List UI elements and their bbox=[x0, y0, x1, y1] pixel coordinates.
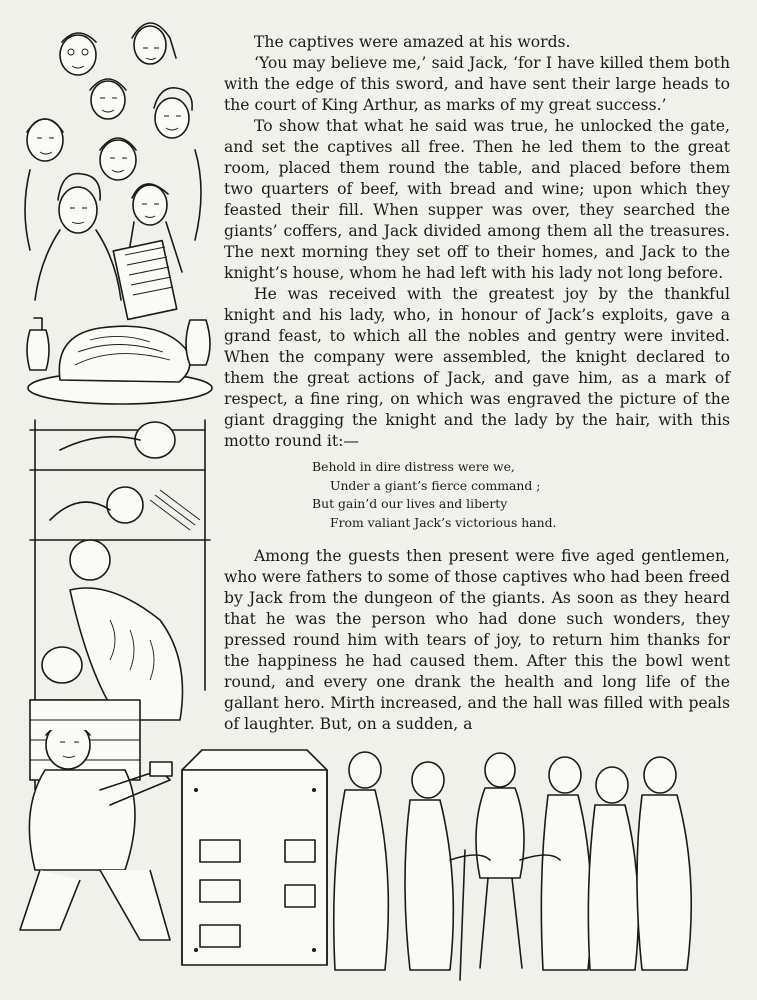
five-gentlemen-and-jack bbox=[334, 752, 691, 980]
verse-line: Behold in dire distress were we, bbox=[312, 459, 515, 474]
verse-line: Under a giant’s fierce command ; bbox=[330, 477, 541, 493]
story-text bbox=[224, 32, 730, 735]
feast-platter bbox=[27, 318, 212, 404]
verse-line: But gain’d our lives and liberty bbox=[312, 496, 508, 511]
captive-faces bbox=[25, 23, 201, 319]
paragraph: The captives were amazed at his words. bbox=[254, 33, 571, 51]
captives-illustration bbox=[0, 0, 225, 790]
verse-line: From valiant Jack’s victorious hand. bbox=[330, 514, 557, 530]
kneeling-jack bbox=[20, 730, 172, 940]
ring-motto-verse bbox=[312, 458, 730, 532]
paragraph: Among the guests then present were five aged gentlemen, who were fathers to some of those captives who had been freed by Jack from the dungeon of the giants. As soon as they heard that he was the person who had done such wonders, they pressed round him with tears of joy, to return him thanks for the happiness he had caused them. After this the bowl went round, and every one drank the health and long life of the gallant hero. Mirth increased, and the hall was filled with peals of laughter. But, on a sudden, a bbox=[224, 547, 730, 733]
paragraph: To show that what he said was true, he unlocked the gate, and set the captives all free. Then he led them to the great room, placed them round the table, and placed before them two quarters of beef, with bread and wine; upon which they feasted their fill. When supper was over, they searched the giants’ coffers, and Jack divided among them all the treasures. The next morning they set off to their homes, and Jack to the knight’s house, whom he had left with his lady not long before. bbox=[224, 117, 730, 282]
bottom-illustration bbox=[0, 730, 757, 1000]
paragraph: He was received with the greatest joy by the thankful knight and his lady, who, in honour of Jack’s exploits, gave a grand feast, to which all the nobles and gentry were invited. When the company were assembled, the knight declared to them the great actions of Jack, and gave him, as a mark of respect, a fine ring, on which was engraved the picture of the giant dragging the knight and the lady by the hair, with this motto round it:— bbox=[224, 285, 730, 450]
treasure-chest bbox=[182, 750, 327, 965]
paragraph: ‘You may believe me,’ said Jack, ‘for I have killed them both with the edge of this sword, and have sent their large heads to the court of King Arthur, as marks of my great success.’ bbox=[224, 54, 730, 114]
